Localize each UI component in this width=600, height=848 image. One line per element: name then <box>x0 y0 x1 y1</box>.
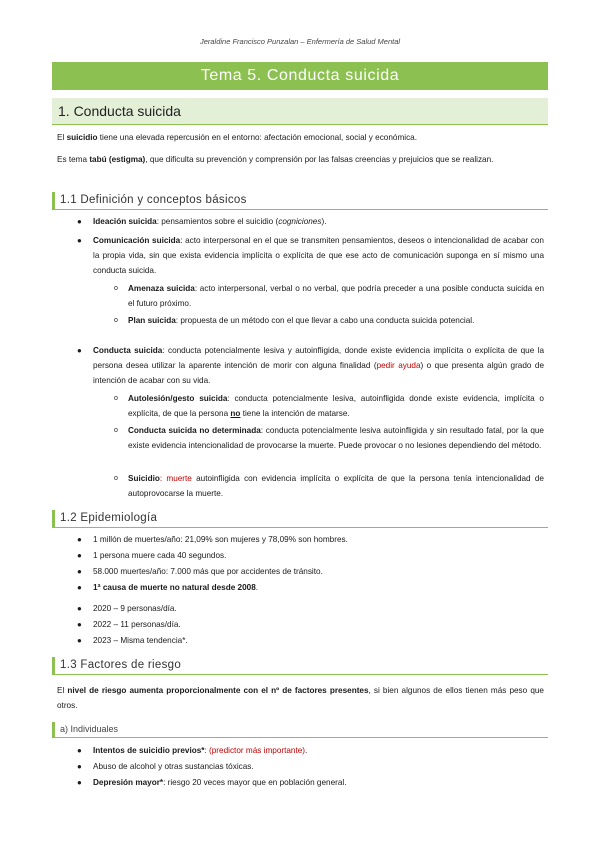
bullet-icon: ● <box>77 236 82 245</box>
bullet-icon: ● <box>77 620 82 629</box>
bullet-icon: ● <box>77 217 82 226</box>
bullet-icon: ● <box>77 346 82 355</box>
section-heading-1-1: 1.1 Definición y conceptos básicos <box>52 192 548 210</box>
bullet-icon: ● <box>77 583 82 592</box>
list-item-amenaza: Amenaza suicida: acto interpersonal, verbal o no verbal, que podría preceder a una posible conducta suicida en el futuro próximo. <box>128 284 545 308</box>
list-item-conducta: Conducta suicida: conducta potencialmente lesiva y autoinfligida, donde existe evidencia implícita o explícita de que la persona desea utilizar la aparente intención de morir con alguna finalidad (pedir ayuda) o que presenta algún grado de intención de acabar con su vida. <box>93 346 544 385</box>
bullet-icon: ● <box>77 778 82 787</box>
list-item-epidemiologia: 58.000 muertes/año: 7.000 más que por accidentes de tránsito. <box>93 567 323 576</box>
section-heading-1-3: 1.3 Factores de riesgo <box>52 657 548 675</box>
chapter-title: Tema 5. Conducta suicida <box>52 62 548 90</box>
section-heading-1: 1. Conducta suicida <box>52 98 548 125</box>
circle-bullet-icon: o <box>114 395 118 402</box>
list-item-year: 2020 – 9 personas/día. <box>93 604 177 613</box>
circle-bullet-icon: o <box>114 317 118 324</box>
list-item-plan: Plan suicida: propuesta de un método con el que llevar a cabo una conducta suicida potencial. <box>128 316 475 325</box>
paragraph-suicidio: El suicidio tiene una elevada repercusión en el entorno: afectación emocional, social y económica. <box>57 133 418 142</box>
bullet-icon: ● <box>77 604 82 613</box>
list-item-intentos: Intentos de suicidio previos*: (predictor más importante). <box>93 746 308 755</box>
list-item-indeterminada: Conducta suicida no determinada: conducta potencialmente lesiva autoinfligida y sin resultado fatal, por la que existe evidencia intencionalidad de provocarse la muerte. Puede provocar o no lesiones dependiendo del método. <box>128 426 544 450</box>
list-item-epidemiologia: 1 persona muere cada 40 segundos. <box>93 551 227 560</box>
list-item-year: 2023 – Misma tendencia*. <box>93 636 188 645</box>
list-item-year: 2022 – 11 personas/día. <box>93 620 181 629</box>
list-item-suicidio: Suicidio: muerte autoinfligida con evidencia implícita o explícita de que la persona tenía intencionalidad de autoprovocarse la muerte. <box>128 474 544 498</box>
list-item-ideacion: Ideación suicida: pensamientos sobre el suicidio (cogniciones). <box>93 217 327 226</box>
list-item-comunicacion: Comunicación suicida: acto interpersonal en el que se transmiten pensamientos, deseos o intencionalidad de acabar con la propia vida, sin que exista evidencia implícita o explícita de que ese acto de comunicación suponga en sí mismo una conducta suicida. <box>93 236 544 275</box>
running-header: Jeraldine Francisco Punzalan – Enfermería de Salud Mental <box>199 37 401 46</box>
section-heading-1-2: 1.2 Epidemiología <box>52 510 548 528</box>
bullet-icon: ● <box>77 762 82 771</box>
list-item-abuso: Abuso de alcohol y otras sustancias tóxicas. <box>93 762 254 771</box>
circle-bullet-icon: o <box>114 475 118 482</box>
paragraph-tabu: Es tema tabú (estigma), que dificulta su prevención y comprensión por las falsas creencias y prejuicios que se realizan. <box>57 155 494 164</box>
circle-bullet-icon: o <box>114 285 118 292</box>
circle-bullet-icon: o <box>114 427 118 434</box>
bullet-icon: ● <box>77 551 82 560</box>
list-item-depresion: Depresión mayor*: riesgo 20 veces mayor que en población general. <box>93 778 347 787</box>
paragraph-nivel-riesgo: El nivel de riesgo aumenta proporcionalmente con el nº de factores presentes, si bien algunos de ellos tienen más peso que otros. <box>57 686 544 710</box>
bullet-icon: ● <box>77 567 82 576</box>
bullet-icon: ● <box>77 535 82 544</box>
list-item-autolesion: Autolesión/gesto suicida: conducta potencialmente lesiva, autoinfligida donde existe evidencia, implícita o explícita, de que la persona no tiene la intención de matarse. <box>128 394 544 418</box>
bullet-icon: ● <box>77 636 82 645</box>
bullet-icon: ● <box>77 746 82 755</box>
list-item-epidemiologia: 1 millón de muertes/año: 21,09% son mujeres y 78,09% son hombres. <box>93 535 348 544</box>
list-item-primera-causa: 1ª causa de muerte no natural desde 2008. <box>93 583 259 592</box>
subsection-heading-individuales: a) Individuales <box>52 722 548 738</box>
